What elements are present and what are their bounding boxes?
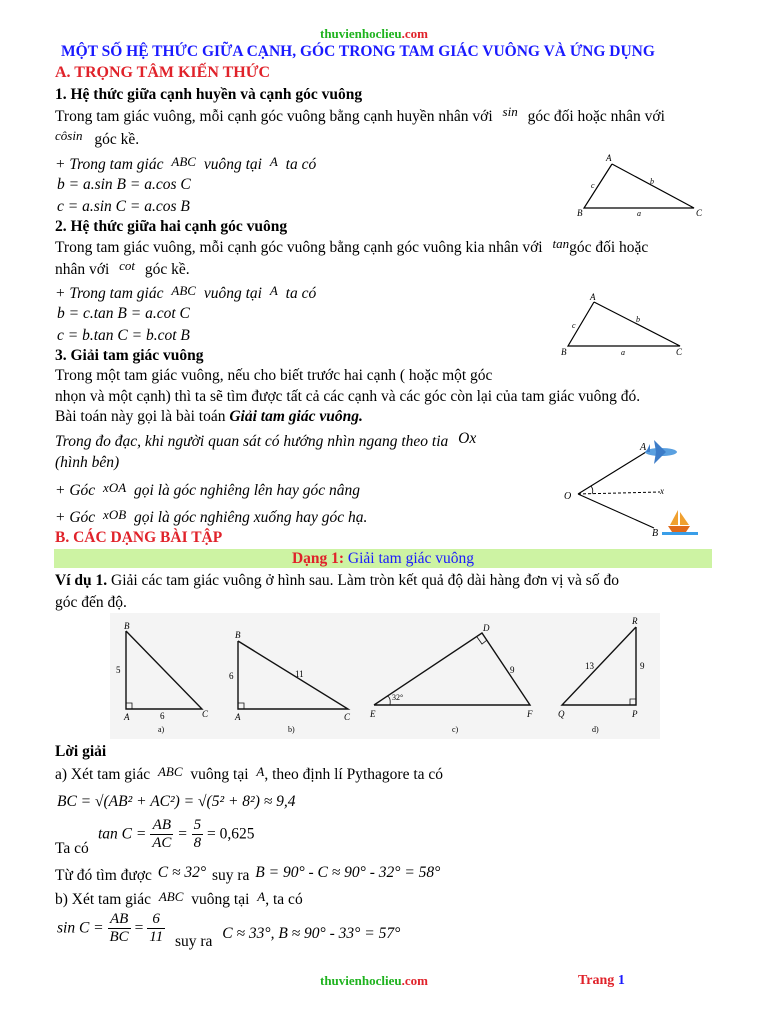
part-b-line <box>55 891 303 909</box>
para-1b <box>55 128 140 149</box>
triangle-shape <box>568 302 680 346</box>
side-13: 13 <box>585 661 594 671</box>
text: góc đối hoặc nhân với <box>527 108 665 125</box>
sym: A <box>256 764 265 779</box>
side-6: 6 <box>160 711 165 721</box>
fraction <box>150 817 173 852</box>
fraction <box>108 911 131 946</box>
site-name: thuvienhoclieu <box>320 26 402 41</box>
site-tld: .com <box>401 26 428 41</box>
text: + Trong tam giác <box>55 285 164 302</box>
label-A: A <box>124 712 130 722</box>
label-B: B <box>652 528 659 539</box>
text: vuông tại <box>203 156 262 173</box>
observation-figure <box>558 432 708 542</box>
fraction <box>147 911 165 946</box>
text: + Trong tam giác <box>55 156 164 173</box>
text: vuông tại <box>190 766 249 783</box>
sym: ABC <box>171 154 196 169</box>
angle-down-line <box>55 509 367 527</box>
solution-heading: Lời giải <box>55 743 107 760</box>
site-tld: .com <box>401 973 428 988</box>
side-6: 6 <box>229 671 234 681</box>
para-2b <box>55 258 190 279</box>
heading-3: 3. Giải tam giác vuông <box>55 347 204 364</box>
text: vuông tại <box>203 285 262 302</box>
result: C ≈ 33°, B ≈ 90° - 33° = 57° <box>222 925 401 943</box>
text: , theo định lí Pythagore ta có <box>264 766 444 783</box>
site-name: thuvienhoclieu <box>320 973 402 988</box>
topic-band <box>54 549 712 568</box>
line-OA <box>578 452 646 494</box>
text: góc đối hoặc <box>569 239 649 256</box>
text: b) Xét tam giác <box>55 891 151 908</box>
topic-title <box>54 550 712 568</box>
label-F: F <box>527 709 533 719</box>
sym: xOB <box>103 507 127 522</box>
label-b: b <box>636 315 640 324</box>
heading-1: 1. Hệ thức giữa cạnh huyền và cạnh góc vuông <box>55 86 363 103</box>
para-3a: Trong một tam giác vuông, nếu cho biết trước hai cạnh ( hoặc một góc <box>55 367 493 384</box>
label-C: C <box>344 712 351 722</box>
text: ta có <box>285 156 317 173</box>
sym: ABC <box>157 764 183 779</box>
text: + Góc <box>55 482 96 499</box>
para-3c <box>55 408 363 426</box>
text: vuông tại <box>191 891 250 908</box>
text: Trong tam giác vuông, mỗi cạnh góc vuông bằng cạnh huyền nhân với <box>55 108 493 125</box>
topic-name: Giải tam giác vuông <box>347 550 475 567</box>
formula-4: c = b.tan C = b.cot B <box>57 327 190 344</box>
triangle-shape <box>584 164 694 208</box>
para-4a <box>55 430 477 451</box>
text: , ta có <box>265 891 303 908</box>
plane-icon <box>645 440 677 464</box>
text: gọi là góc nghiêng xuống hay góc hạ. <box>134 509 368 526</box>
line-2 <box>55 285 316 303</box>
ox-sym: Ox <box>458 430 477 447</box>
tan-formula: tan C = $\frac{AB}{AC}$ = $\frac{5}{8}$ = 0,625 <box>98 817 255 851</box>
result-a <box>55 864 441 885</box>
denominator: BC <box>109 929 129 945</box>
bold-term: Giải tam giác vuông. <box>229 408 363 425</box>
page-label: Trang <box>578 973 615 988</box>
caption-b: b) <box>288 725 295 734</box>
denominator: AC <box>152 835 172 851</box>
label-a: a <box>621 348 625 357</box>
site-header[interactable] <box>320 26 428 42</box>
line-Ox <box>578 492 660 494</box>
bc-formula: BC = √(AB² + AC²) = √(5² + 8²) ≈ 9,4 <box>57 793 296 810</box>
example-line <box>55 572 619 590</box>
cosin-sym: côsin <box>55 128 83 143</box>
sym: ABC <box>171 283 196 298</box>
sym: xOA <box>103 480 127 495</box>
angle-up-line <box>55 482 360 500</box>
angle-32: 32° <box>392 693 404 702</box>
text: Trong đo đạc, khi người quan sát có hướng nhìn ngang theo tia <box>55 433 449 450</box>
topic-number: Dạng 1: <box>291 550 345 567</box>
side-11: 11 <box>295 669 304 679</box>
angle-arc <box>591 486 593 494</box>
line-1 <box>55 156 316 174</box>
example-label: Ví dụ 1. <box>55 572 108 589</box>
text: a) Xét tam giác <box>55 766 151 783</box>
label-B: B <box>561 347 567 357</box>
section-b-heading: B. CÁC DẠNG BÀI TẬP <box>55 529 223 546</box>
line-OB <box>578 494 654 528</box>
caption-d: d) <box>592 725 599 734</box>
label-c: c <box>591 181 595 190</box>
triangle-figure-2 <box>556 290 696 360</box>
label-B: B <box>235 630 241 640</box>
formula-1: b = a.sin B = a.cos C <box>57 176 191 193</box>
page-num: 1 <box>617 973 625 988</box>
cot-sym: cot <box>119 258 136 273</box>
side-9: 9 <box>640 661 645 671</box>
label-a: a <box>637 209 641 218</box>
sin-formula: sin C = $\frac{AB}{BC}$ = $\frac{6}{11}$ suy ra C ≈ 33°, B ≈ 90° - 33° = 57° <box>57 911 401 951</box>
label-A: A <box>590 292 596 302</box>
text: gọi là góc nghiêng lên hay góc nâng <box>134 482 361 499</box>
text: ta có <box>285 285 317 302</box>
boat-icon <box>662 510 698 535</box>
page-title: MỘT SỐ HỆ THỨC GIỮA CẠNH, GÓC TRONG TAM GIÁC VUÔNG VÀ ỨNG DỤNG <box>61 43 655 60</box>
section-a-heading: A. TRỌNG TÂM KIẾN THỨC <box>55 64 270 81</box>
text: Bài toán này gọi là bài toán <box>55 408 226 425</box>
label-B: B <box>577 208 583 218</box>
sym: ABC <box>158 889 184 904</box>
part-a-line <box>55 766 443 784</box>
label-A: A <box>640 442 647 453</box>
label-C: C <box>696 208 703 218</box>
label-Q: Q <box>558 709 565 719</box>
label-P: P <box>632 709 638 719</box>
label-D: D <box>483 623 490 633</box>
label-C: C <box>676 347 683 357</box>
numerator: 6 <box>147 911 165 929</box>
text: góc kề. <box>144 261 190 278</box>
label-B: B <box>124 621 130 631</box>
example-line-2: góc đến độ. <box>55 594 127 611</box>
label-x: x <box>660 486 664 496</box>
text: tan C = <box>98 825 147 843</box>
text: Từ đó tìm được <box>55 867 152 884</box>
para-1a <box>55 104 665 126</box>
text: nhân với <box>55 261 110 278</box>
denominator: 11 <box>149 929 164 945</box>
example-figures <box>110 613 660 739</box>
figure-bg <box>110 613 660 739</box>
side-5: 5 <box>116 665 121 675</box>
text: suy ra <box>174 933 213 951</box>
label-c: c <box>572 321 576 330</box>
tan-sym: tan <box>552 236 570 251</box>
text: góc kề. <box>94 131 140 148</box>
denominator: 8 <box>193 835 202 851</box>
numerator: AB <box>150 817 173 835</box>
fraction <box>192 817 204 852</box>
text: + Góc <box>55 509 96 526</box>
label-O: O <box>564 491 572 502</box>
side-9: 9 <box>510 665 515 675</box>
text: suy ra <box>211 867 250 884</box>
page-number <box>578 973 625 989</box>
numerator: AB <box>108 911 131 929</box>
triangle-figure-1 <box>570 150 710 220</box>
para-4b: (hình bên) <box>55 454 120 471</box>
label-C: C <box>202 709 209 719</box>
formula-3: b = c.tan B = a.cot C <box>57 305 190 322</box>
sym: A <box>269 283 278 298</box>
label-A: A <box>606 153 612 163</box>
label-E: E <box>370 709 376 719</box>
angle-c: C ≈ 32° <box>157 864 207 881</box>
text: Trong tam giác vuông, mỗi cạnh góc vuông bằng cạnh góc vuông kia nhân với <box>55 239 543 256</box>
para-3b: nhọn và một cạnh) thì ta sẽ tìm được tất cả các cạnh và các góc còn lại của tam giác vuông đó. <box>55 388 641 405</box>
caption-c: c) <box>452 725 459 734</box>
para-2a <box>55 236 649 257</box>
site-footer[interactable] <box>320 973 428 989</box>
label-b: b <box>650 177 654 186</box>
heading-2: 2. Hệ thức giữa hai cạnh góc vuông <box>55 218 288 235</box>
text: sin C = <box>57 919 104 937</box>
numerator: 5 <box>193 817 202 833</box>
sym: A <box>269 154 278 169</box>
label-R: R <box>632 616 638 626</box>
label-A: A <box>235 712 241 722</box>
text: Giải các tam giác vuông ở hình sau. Làm tròn kết quả độ dài hàng đơn vị và số đo <box>111 572 619 589</box>
formula-2: c = a.sin C = a.cos B <box>57 198 190 215</box>
angle-b: B = 90° - C ≈ 90° - 32° = 58° <box>255 864 441 881</box>
caption-a: a) <box>158 725 165 734</box>
sin-sym: sin <box>502 104 518 119</box>
taco: Ta có <box>55 840 89 857</box>
text: = 0,625 <box>207 825 255 843</box>
sym: A <box>257 889 266 904</box>
